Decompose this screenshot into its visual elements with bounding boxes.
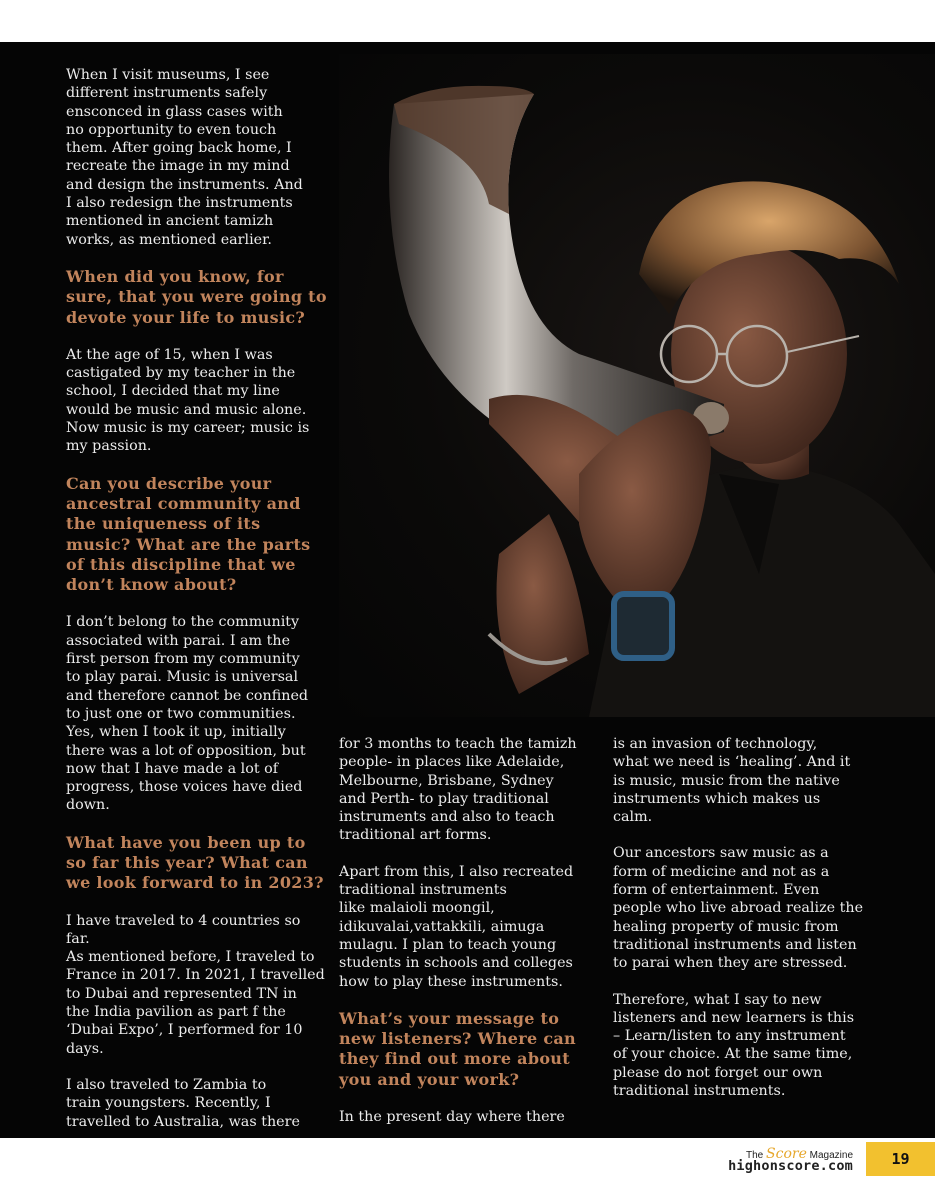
website-url: highonscore.com (728, 1158, 853, 1174)
paragraph-invasion-technology: is an invasion of technology, what we need is ‘healing’. And it is music, music from the native instruments which makes us calm. (613, 736, 851, 826)
paragraph-zambia-australia: I also traveled to Zambia to train youngsters. Recently, I travelled to Australia, was there (66, 1076, 300, 1130)
musician-photo (339, 54, 935, 717)
page-footer (0, 1138, 935, 1200)
paragraph-traveled-countries: I have traveled to 4 countries so far. As mentioned before, I traveled to France in 2017. In 2021, I travelled to Dubai and represented TN in the India pavilion as part f the ‘Dubai Expo’, I performed for 10 days. (66, 912, 325, 1057)
brand-score: Score (766, 1146, 807, 1162)
question-heading-message: What’s your message to new listeners? Where can they find out more about you and your work? (339, 1008, 576, 1089)
paragraph-ancestors-medicine: Our ancestors saw music as a form of medicine and not as a form of entertainment. Even people who live abroad realize the healing property of music from traditional instruments and listen to parai when they are stressed. (613, 845, 864, 972)
article-column-1 (66, 66, 328, 1138)
brand-the: The (746, 1150, 764, 1161)
paragraph-teach-tamizh: for 3 months to teach the tamizh people- in places like Adelaide, Melbourne, Brisbane, Sydney and Perth- to play traditional instruments and also to teach traditional art forms. (339, 736, 577, 844)
question-heading-ancestral-community: Can you describe your ancestral community and the uniqueness of its music? What are the parts of this discipline that we don’t know about? (66, 473, 311, 595)
paragraph-recreated-instruments: Apart from this, I also recreated traditional instruments like malaioli moongil, idikuvalai,vattakkili, aimuga mulagu. I plan to teach young students in schools and colleges how to play these instruments. (339, 863, 574, 990)
question-heading-devote-life: When did you know, for sure, that you were going to devote your life to music? (66, 266, 327, 327)
article-column-2 (339, 735, 599, 1138)
paragraph-present-day: In the present day where there (339, 1109, 565, 1126)
question-heading-this-year: What have you been up to so far this year? What can we look forward to in 2023? (66, 832, 324, 893)
article-page (0, 42, 935, 1138)
article-column-3 (613, 735, 883, 1118)
brand-magazine: Magazine (809, 1150, 853, 1161)
musician-with-horn-image (339, 54, 935, 717)
paragraph-message-learners: Therefore, what I say to new listeners and new learners is this – Learn/listen to any instrument of your choice. At the same time, please do not forget our own traditional instruments. (613, 991, 855, 1100)
paragraph-age-15: At the age of 15, when I was castigated by my teacher in the school, I decided that my line would be music and music alone. Now music is my career; music is my passion. (66, 346, 310, 455)
paragraph-museums: When I visit museums, I see different instruments safely ensconced in glass cases with no opportunity to even touch them. After going back home, I recreate the image in my mind and design the instruments. And I also redesign the instruments mentioned in ancient tamizh works, as mentioned earlier. (66, 67, 303, 248)
page-number: 19 (866, 1142, 935, 1176)
paragraph-community-parai: I don’t belong to the community associated with parai. I am the first person from my community to play parai. Music is universal and therefore cannot be confined to just one or two communities. Yes, when I took it up, initially there was a lot of opposition, but now that I have made a lot of progress, those voices have died down. (66, 614, 309, 814)
